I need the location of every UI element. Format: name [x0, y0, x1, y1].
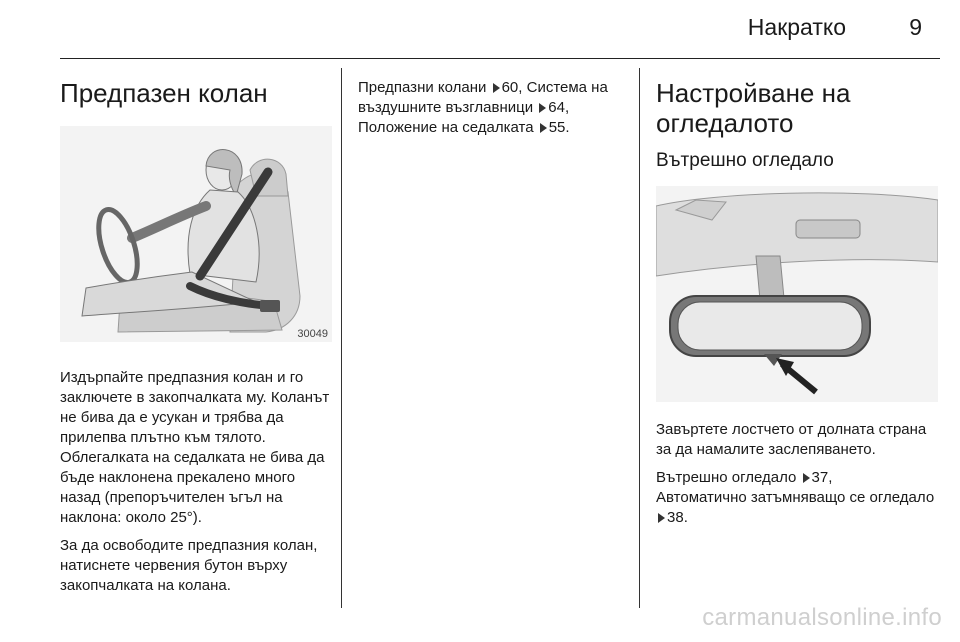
header-title: Накратко — [747, 14, 846, 40]
page-reference-arrow-icon — [539, 103, 546, 113]
seat-belt-release-instructions: За да освободите предпазния колан, натиснете червения бутон върху закопчалката на колана. — [60, 537, 318, 594]
header-rule — [60, 58, 940, 59]
ref-airbag-system[interactable]: Система на въздушните възглавници — [358, 79, 608, 116]
page-reference-arrow-icon — [803, 473, 810, 483]
cross-references: Предпазни колани 60, Система на въздушните възглавници 64, Положение на седалката 55. — [358, 79, 608, 136]
ref-interior-mirror[interactable]: Вътрешно огледало — [656, 469, 797, 486]
mirror-cross-references: Вътрешно огледало 37, Автоматично затъмняващо се огледало 38. — [656, 469, 935, 526]
ref-auto-dimming-mirror[interactable]: Автоматично затъмняващо се огледало — [656, 489, 935, 506]
section-heading-seat-belt: Предпазен колан — [60, 78, 268, 108]
figure-number: 30049 — [297, 328, 328, 340]
ref-page: 60 — [501, 79, 519, 96]
seat-belt-figure-icon — [60, 126, 332, 342]
subheading-interior-mirror: Вътрешно огледало — [656, 150, 834, 171]
seat-belt-illustration — [60, 126, 332, 342]
section-heading-mirror: Настройване на огледалото — [656, 78, 851, 138]
column-divider — [341, 68, 342, 608]
ref-seat-position[interactable]: Положение на седалката — [358, 119, 534, 136]
ref-page: 38 — [667, 509, 684, 526]
rear-view-mirror-figure-icon — [656, 186, 938, 402]
mirror-instructions: Завъртете лостчето от долната страна за да намалите заслепяването. — [656, 421, 927, 458]
ref-seat-belts[interactable]: Предпазни колани — [358, 79, 487, 96]
ref-page: 55 — [548, 119, 566, 136]
column-seat-belt — [60, 72, 332, 604]
page-reference-arrow-icon — [493, 83, 500, 93]
seat-belt-instructions: Издърпайте предпазния колан и го заключете в закопчалката му. Коланът не бива да е усукан и трябва да прилепва плътно към тялото. Облегалката на седалката не бива да бъде наклонена прекалено много назад (препоръчителен ъгъл на наклона: около 25°). — [60, 369, 330, 526]
ref-page: 64 — [548, 99, 565, 116]
column-mirror — [656, 72, 938, 536]
watermark: carmanualsonline.info — [702, 604, 942, 631]
page-number: 9 — [909, 14, 922, 40]
column-divider — [639, 68, 640, 608]
mirror-illustration — [656, 186, 938, 402]
ref-page: 37 — [811, 469, 829, 486]
column-references — [358, 72, 628, 146]
page-reference-arrow-icon — [658, 513, 665, 523]
page-reference-arrow-icon — [540, 123, 547, 133]
